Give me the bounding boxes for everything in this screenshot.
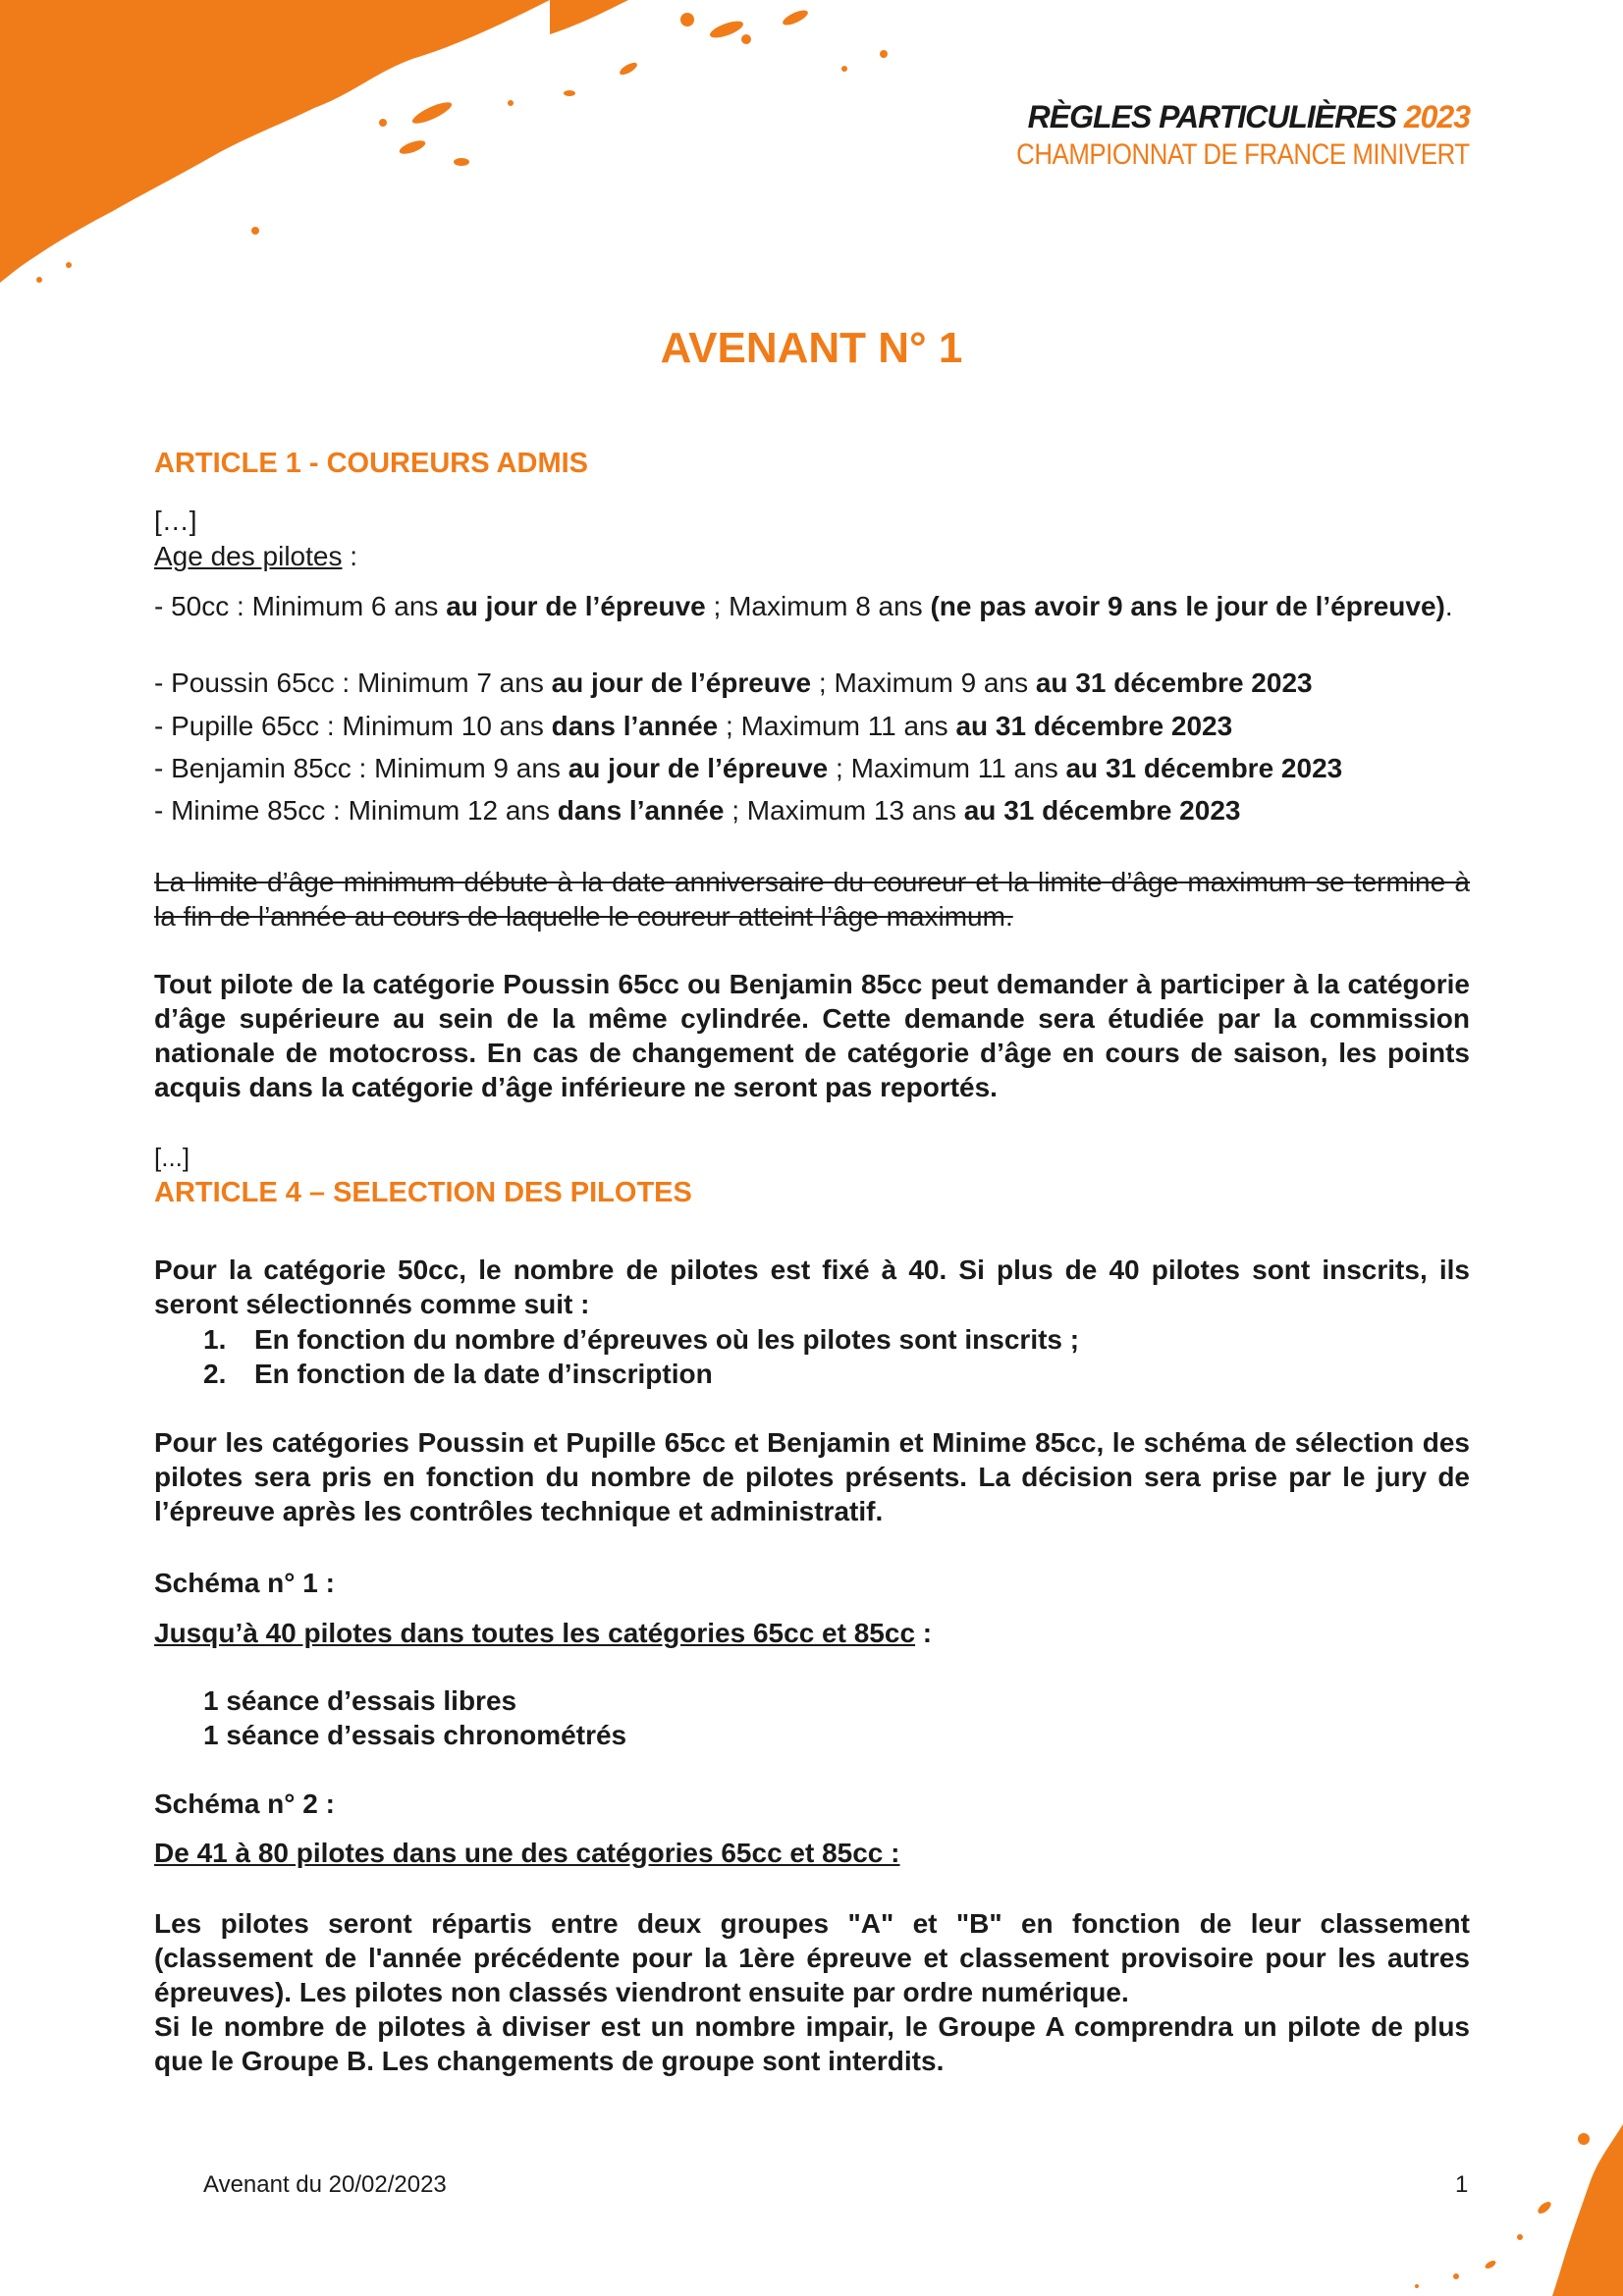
age-row-bold: dans l’année — [557, 795, 725, 826]
list-number: 2. — [203, 1359, 227, 1389]
age-row-bold: au 31 décembre 2023 — [963, 795, 1241, 826]
list-text: En fonction de la date d’inscription — [254, 1359, 713, 1389]
age-row-bold: au jour de l’épreuve — [551, 667, 812, 698]
page-title: AVENANT N° 1 — [660, 324, 963, 372]
header-rules-title — [943, 98, 1470, 135]
age-row-bold: dans l’année — [551, 711, 719, 741]
selection-list-item — [203, 1322, 1470, 1357]
selection-65-85-paragraph: Pour les catégories Poussin et Pupille 65cc et Benjamin et Minime 85cc, le schéma de sélection des pilotes sera pris en fonction du nombre de pilotes présents. La décision sera prise par le jury de l’épreuve après les contrôles technique et administratif. — [154, 1427, 1470, 1526]
list-number: 1. — [203, 1324, 227, 1355]
age-row-text: - Poussin 65cc : Minimum 7 ans — [154, 667, 552, 698]
age-row-poussin — [154, 666, 1470, 700]
schema-1-title: Schéma n° 1 : — [154, 1568, 335, 1598]
schema-1-subtitle — [154, 1616, 1470, 1650]
schema-1-subtitle-text: Jusqu’à 40 pilotes dans toutes les catégories 65cc et 85cc — [154, 1618, 916, 1648]
age-row-bold: au 31 décembre 2023 — [1035, 667, 1313, 698]
age-row-text: ; Maximum 13 ans — [724, 795, 964, 826]
ellipsis-2: [...] — [154, 1143, 190, 1172]
age-row-text: ; Maximum 11 ans — [718, 711, 956, 741]
list-text: En fonction du nombre d’épreuves où les pilotes sont inscrits ; — [254, 1324, 1080, 1355]
age-row-bold: au jour de l’épreuve — [446, 591, 706, 621]
schema-2-subtitle: De 41 à 80 pilotes dans une des catégories 65cc et 85cc : — [154, 1838, 900, 1868]
header-rules-text: RÈGLES PARTICULIÈRES — [1027, 99, 1396, 134]
schema-2-paragraph-1: Les pilotes seront répartis entre deux groupes "A" et "B" en fonction de leur classement (classement de l'année précédente pour la 1ère épreuve et classement provisoire pour les autres épreuves). Les pilotes non classés viendront ensuite par ordre numérique. — [154, 1908, 1470, 2007]
ellipsis-1: […] — [154, 506, 197, 536]
age-row-text: ; Maximum 8 ans — [705, 591, 931, 621]
age-row-text: - Minime 85cc : Minimum 12 ans — [154, 795, 558, 826]
category-upgrade-paragraph: Tout pilote de la catégorie Poussin 65cc ou Benjamin 85cc peut demander à participer à la catégorie d’âge supérieure au sein de la même cylindrée. Cette demande sera étudiée par la commission nationale de motocross. En cas de changement de catégorie d’âge en cours de saison, les points acquis dans la catégorie d’âge inférieure ne seront pas reportés. — [154, 969, 1470, 1102]
age-row-pupille — [154, 709, 1470, 743]
age-row-text: - Pupille 65cc : Minimum 10 ans — [154, 711, 552, 741]
age-row-bold: au jour de l’épreuve — [568, 753, 829, 783]
footer-amendment-date: Avenant du 20/02/2023 — [203, 2171, 447, 2198]
struck-age-limit-paragraph: La limite d’âge minimum débute à la date anniversaire du coureur et la limite d’âge maximum se termine à la fin de l’année au cours de laquelle le coureur atteint l’âge maximum. — [154, 867, 1470, 932]
header-championship: CHAMPIONNAT DE FRANCE MINIVERT — [1016, 138, 1470, 171]
age-row-text: ; Maximum 11 ans — [828, 753, 1066, 783]
page-number: 1 — [1455, 2171, 1469, 2198]
age-row-text: ; Maximum 9 ans — [811, 667, 1036, 698]
age-label-text: Age des pilotes — [154, 541, 343, 571]
age-row-text: . — [1444, 591, 1453, 621]
age-row-text: - 50cc : Minimum 6 ans — [154, 591, 447, 621]
age-row-minime — [154, 793, 1470, 828]
schema-1-item: 1 séance d’essais chronométrés — [203, 1720, 627, 1750]
schema-1-item: 1 séance d’essais libres — [203, 1685, 517, 1716]
age-row-bold: au 31 décembre 2023 — [955, 711, 1233, 741]
header-year: 2023 — [1403, 99, 1470, 134]
orange-splash-decoration — [0, 0, 962, 294]
article-1-heading: ARTICLE 1 - COUREURS ADMIS — [154, 448, 588, 479]
schema-1-subtitle-suffix: : — [915, 1618, 933, 1648]
age-label — [154, 539, 1470, 573]
age-row-text: - Benjamin 85cc : Minimum 9 ans — [154, 753, 568, 783]
age-row-benjamin — [154, 751, 1470, 785]
selection-50cc-intro: Pour la catégorie 50cc, le nombre de pilotes est fixé à 40. Si plus de 40 pilotes sont inscrits, ils seront sélectionnés comme suit : — [154, 1255, 1470, 1319]
age-row-bold: au 31 décembre 2023 — [1065, 753, 1343, 783]
document-header — [943, 98, 1470, 175]
age-label-suffix: : — [342, 541, 358, 571]
schema-2-paragraph-2: Si le nombre de pilotes à diviser est un nombre impair, le Groupe A comprendra un pilote de plus que le Groupe B. Les changements de groupe sont interdits. — [154, 2011, 1470, 2076]
selection-list-item — [203, 1357, 1470, 1391]
schema-2-title: Schéma n° 2 : — [154, 1789, 335, 1819]
age-row-50cc — [154, 589, 1470, 623]
age-row-bold: (ne pas avoir 9 ans le jour de l’épreuve) — [930, 591, 1445, 621]
article-4-heading: ARTICLE 4 – SELECTION DES PILOTES — [154, 1177, 692, 1208]
